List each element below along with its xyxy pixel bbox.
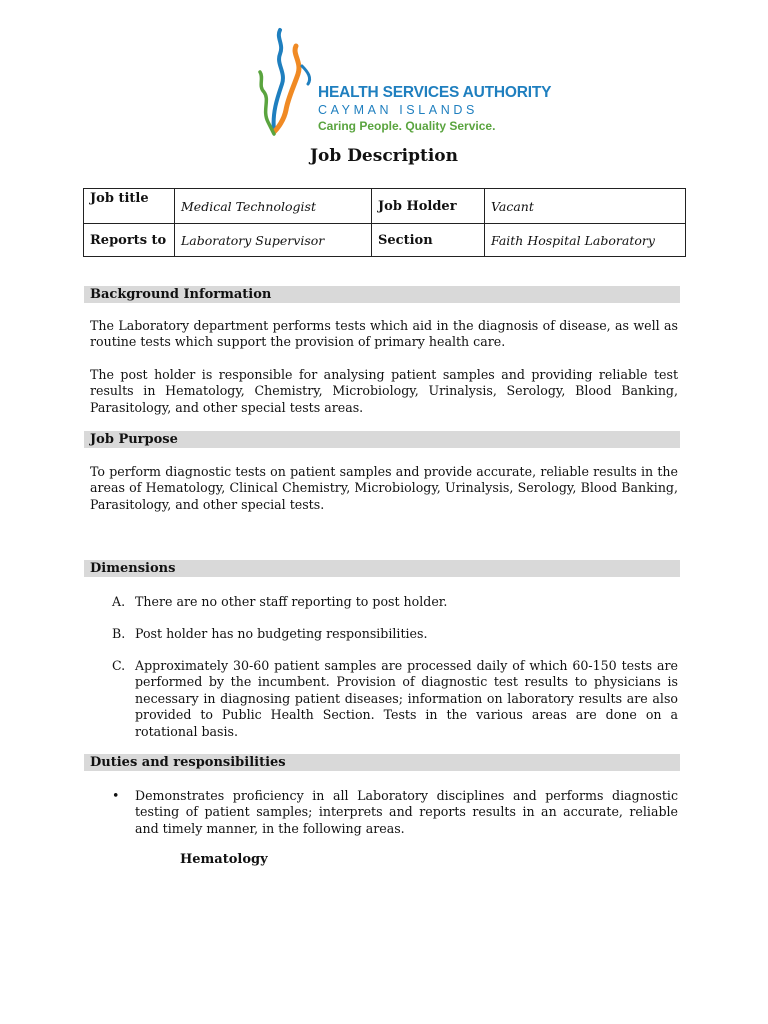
bullet-marker: • bbox=[112, 788, 120, 803]
list-item bbox=[112, 626, 678, 642]
list-marker: A. bbox=[112, 594, 126, 609]
section-heading-purpose: Job Purpose bbox=[84, 431, 680, 448]
section-label: Section bbox=[372, 224, 485, 257]
list-marker: C. bbox=[112, 658, 126, 673]
list-marker: B. bbox=[112, 626, 126, 641]
list-item-text: Demonstrates proficiency in all Laboratory disciplines and performs diagnostic testing of patient samples; interprets and reports results in an accurate, reliable and timely manner, in the following areas. bbox=[135, 788, 678, 836]
reports-to-label: Reports to bbox=[84, 224, 175, 257]
org-location: CAYMAN ISLANDS bbox=[318, 103, 478, 117]
page-title: Job Description bbox=[310, 146, 458, 166]
section-value: Faith Hospital Laboratory bbox=[485, 224, 686, 257]
job-title-value: Medical Technologist bbox=[175, 189, 372, 224]
job-holder-label: Job Holder bbox=[372, 189, 485, 224]
job-holder-value: Vacant bbox=[485, 189, 686, 224]
background-paragraph-2: The post holder is responsible for analysing patient samples and providing reliable test results in Hematology, Chemistry, Microbiology, Urinalysis, Serology, Blood Banking, Parasitology, and other special tests areas. bbox=[90, 367, 678, 415]
reports-to-value: Laboratory Supervisor bbox=[175, 224, 372, 257]
section-heading-duties: Duties and responsibilities bbox=[84, 754, 680, 771]
background-paragraph-1: The Laboratory department performs tests which aid in the diagnosis of disease, as well as routine tests which support the provision of primary health care. bbox=[90, 318, 678, 350]
section-heading-dimensions: Dimensions bbox=[84, 560, 680, 577]
list-item bbox=[112, 658, 678, 740]
purpose-paragraph: To perform diagnostic tests on patient samples and provide accurate, reliable results in the areas of Hematology, Clinical Chemistry, Microbiology, Urinalysis, Serology, Blood Banking, Parasitology, and other special tests. bbox=[90, 464, 678, 512]
org-tagline: Caring People. Quality Service. bbox=[318, 119, 496, 133]
list-item-text: There are no other staff reporting to post holder. bbox=[135, 594, 448, 609]
subheading-hematology: Hematology bbox=[180, 852, 268, 867]
job-info-table bbox=[83, 188, 686, 257]
table-row bbox=[84, 224, 686, 257]
list-item-text: Post holder has no budgeting responsibilities. bbox=[135, 626, 428, 641]
org-name: HEALTH SERVICES AUTHORITY bbox=[318, 84, 552, 101]
job-title-label: Job title bbox=[84, 189, 175, 224]
table-row bbox=[84, 189, 686, 224]
section-heading-background: Background Information bbox=[84, 286, 680, 303]
hsa-logo bbox=[252, 26, 552, 138]
list-item-text: Approximately 30-60 patient samples are processed daily of which 60-150 tests are performed by the incumbent. Provision of diagnostic test results to physicians is necessary in diagnosing patient diseases; information on laboratory results are also provided to Public Health Section. Tests in the various areas are done on a rotational basis. bbox=[135, 658, 678, 739]
list-item bbox=[112, 594, 678, 610]
list-item bbox=[112, 788, 678, 837]
hsa-logo-mark-icon bbox=[252, 26, 322, 138]
